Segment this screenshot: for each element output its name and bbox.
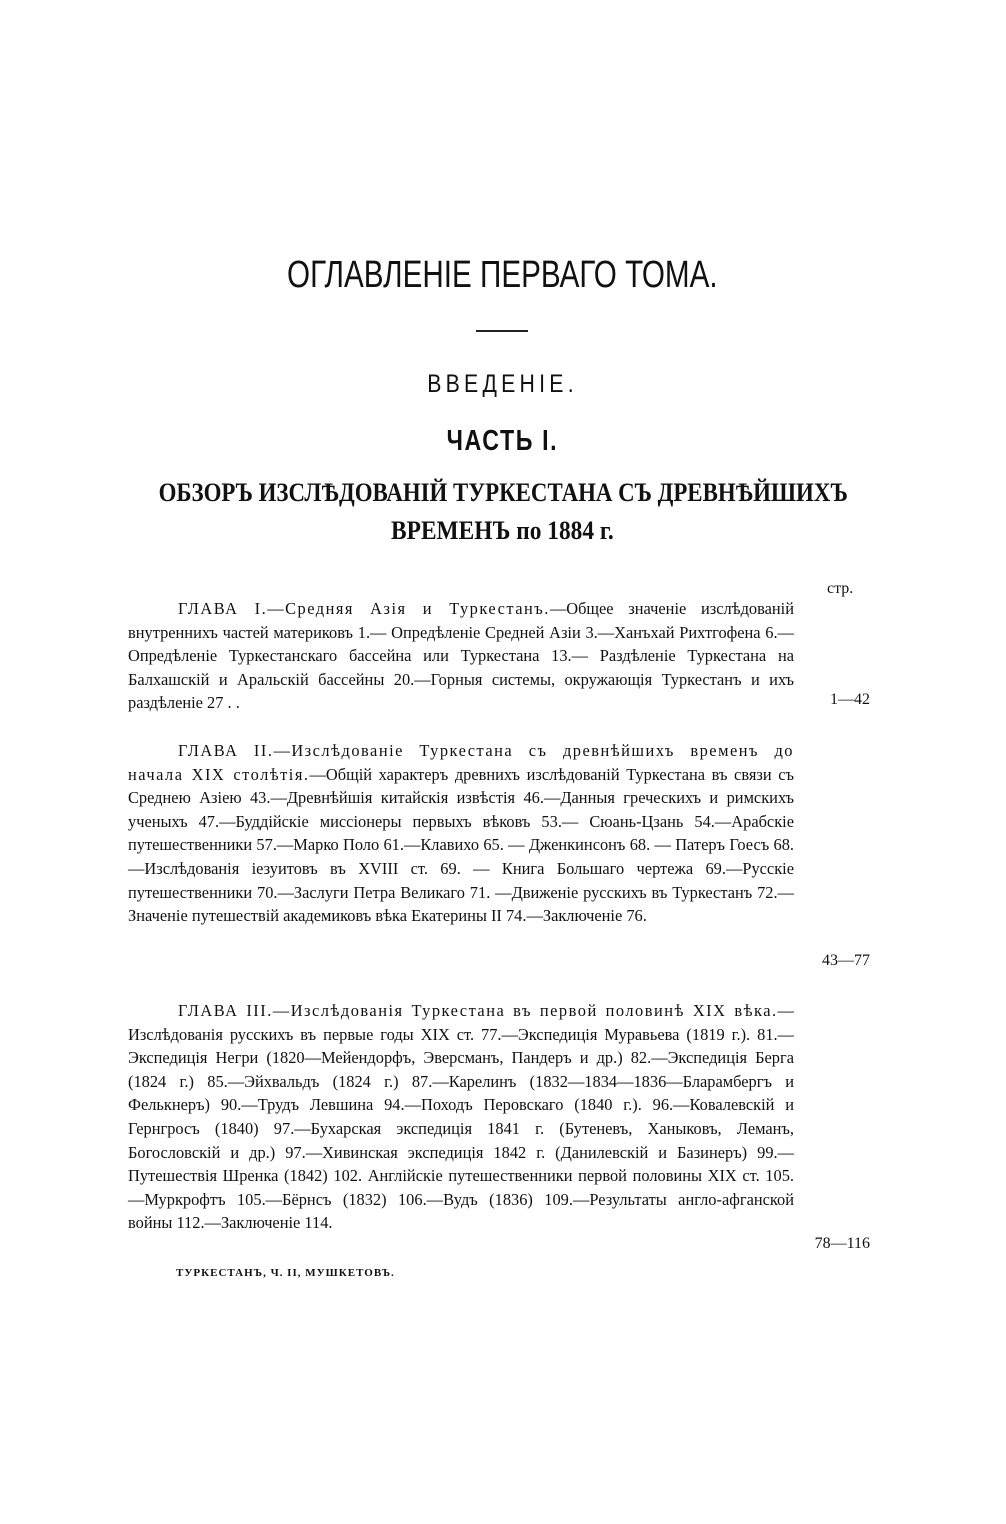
chapter-entry-1 <box>128 597 794 715</box>
subtitle-line-2: ВРЕМЕНЪ по 1884 г. <box>391 516 614 545</box>
chapter-pages-1: 1—42 <box>830 691 870 708</box>
section-heading: ВВЕДЕНІЕ. <box>427 370 578 398</box>
chapter-heading: ГЛАВА III.—Изслѣдованія Туркестана въ первой половинѣ XIX вѣка. <box>178 1001 778 1020</box>
title-divider <box>476 330 528 332</box>
chapter-summary: —Изслѣдованія русскихъ въ первые годы XIX ст. 77.—Экспедиція Муравьева (1819 г.). 81.—Экспедиція Негри (1820—Мейендорфъ, Эверсманъ, Пандеръ и др.) 82.—Экспедиція Берга (1824 г.) 85.—Эйхвальдъ (1824 г.) 87.—Карелинъ (1832—1834—1836—Бларамбергъ и Фелькнеръ) 90.—Трудъ Левшина 94.—Походъ Перовскаго (1840 г.). 96.—Ковалевскій и Гернгросъ (1840) 97.—Бухарская экспедиція 1841 г. (Бутеневъ, Ханыковъ, Леманъ, Богословскій и др.) 97.—Хивинская экспедиція 1842 г. (Данилевскій и Базинеръ) 99.—Путешествія Шренка (1842) 102. Англійскіе путешественники первой половины XIX ст. 105.—Муркрофтъ 105.—Бёрнсъ (1832) 106.—Вудъ (1836) 109.—Результаты англо-афганской войны 112.—Заключеніе 114. <box>128 1001 794 1233</box>
chapter-summary: —Общій характеръ древнихъ изслѣдованій Туркестана въ связи съ Среднею Азіею 43.—Древнѣйшія китайскія извѣстія 46.—Данныя греческихъ и римскихъ ученыхъ 47.—Буддійскіе миссіонеры первыхъ вѣковъ 53.— Сюань-Цзань 54.—Арабскіе путешественники 57.—Марко Поло 61.—Клавихо 65. — Дженкинсонъ 68. — Патеръ Гоесъ 68.—Изслѣдованія іезуитовъ въ XVIII ст. 69. — Книга Большаго чертежа 69.—Русскіе путешественники 70.—Заслуги Петра Великаго 71. —Движеніе русскихъ въ Туркестанъ 72.—Значеніе путешествій академиковъ вѣка Екатерины II 74.—Заключеніе 76. <box>128 764 795 926</box>
part-heading: ЧАСТЬ I. <box>446 425 559 457</box>
page-column-label: стр. <box>827 580 854 597</box>
chapter-pages-2: 43—77 <box>822 952 870 969</box>
chapter-pages-3: 78—116 <box>814 1235 870 1252</box>
page-title: ОГЛАВЛЕНІЕ ПЕРВАГО ТОМА. <box>287 254 718 296</box>
signature-footer: ТУРКЕСТАНЪ, Ч. II, МУШКЕТОВЪ. <box>176 1267 395 1279</box>
chapter-heading: ГЛАВА I.—Средняя Азія и Туркестанъ. <box>178 599 550 618</box>
chapter-heading: ГЛАВА II.—Изслѣдованіе Туркестана съ древнѣйшихъ временъ до начала XIX столѣтія. <box>128 741 794 784</box>
chapter-summary: —Общее значеніе изслѣдованій внутреннихъ частей материковъ 1.— Опредѣленіе Средней Азіи 3.—Ханъхай Рихтгофена 6.—Опредѣленіе Туркестанскаго бассейна или Туркестана 13.— Раздѣленіе Туркестана на Балхашскій и Аральскій бассейны 20.—Горныя системы, окружающія Туркестанъ и ихъ раздѣленіе 27 . . <box>128 599 795 713</box>
chapter-entry-2 <box>128 739 794 928</box>
subtitle-line-1: ОБЗОРЪ ИЗСЛѢДОВАНІЙ ТУРКЕСТАНА СЪ ДРЕВНѢЙШИХЪ <box>158 478 848 507</box>
chapter-entry-3 <box>128 999 794 1235</box>
